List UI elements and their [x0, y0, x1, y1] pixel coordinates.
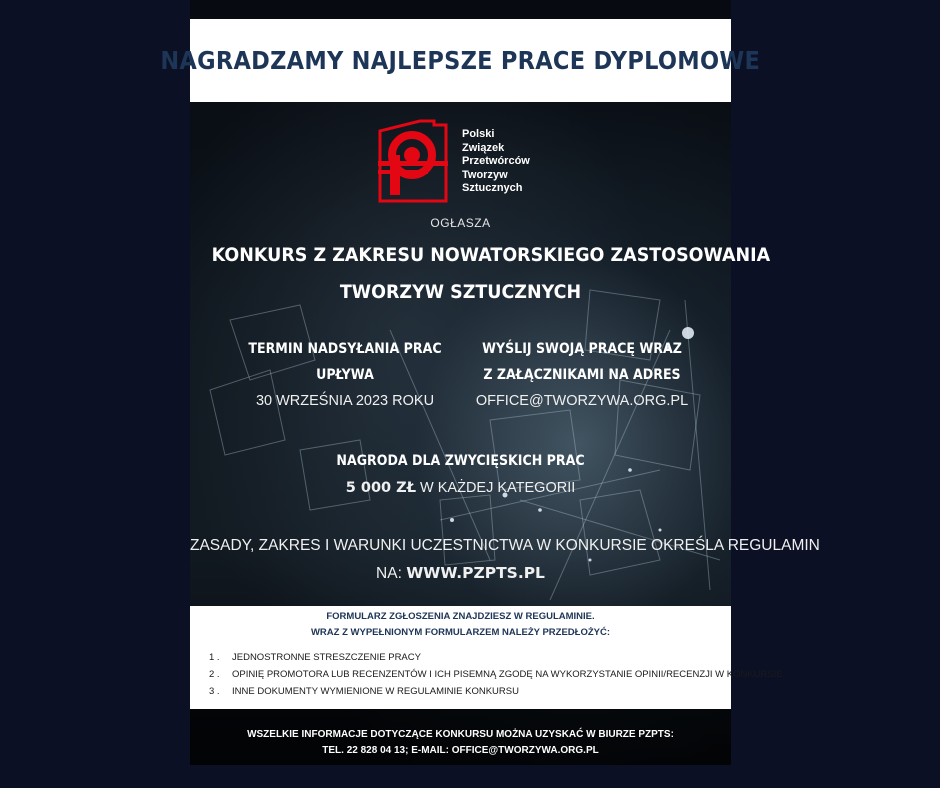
- deadline-line-2: UPŁYWA: [316, 367, 374, 383]
- logo-line: Polski: [462, 128, 495, 140]
- list-item-text: JEDNOSTRONNE STRESZCZENIE PRACY: [232, 652, 421, 663]
- prize-amount: 5 000 ZŁ: [345, 480, 417, 496]
- footer-line-1: WSZELKIE INFORMACJE DOTYCZĄCE KONKURSU MOŻNA UZYSKAĆ W BIURZE PZPTS:: [247, 729, 674, 740]
- logo-line: Tworzyw: [462, 168, 508, 181]
- contest-title-line-1: KONKURS Z ZAKRESU NOWATORSKIEGO ZASTOSOWANIA: [211, 244, 771, 266]
- submission-email: OFFICE@TWORZYWA.ORG.PL: [475, 393, 689, 409]
- deadline-date: 30 WRZEŚNIA 2023 ROKU: [255, 393, 435, 409]
- list-item-text: INNE DOKUMENTY WYMIENIONE W REGULAMINIE KONKURSU: [232, 686, 519, 697]
- logo-line: Sztucznych: [462, 182, 523, 194]
- rules-line-2: [190, 564, 731, 583]
- pzpts-logo-icon: [376, 121, 450, 201]
- prize-category: W KAŻDEJ KATEGORII: [420, 480, 576, 496]
- list-item-number: 3 .: [209, 686, 220, 697]
- form-heading-2: WRAZ Z WYPEŁNIONYM FORMULARZEM NALEŻY PRZEDŁOŻYĆ:: [310, 627, 611, 638]
- rules-prefix: NA:: [376, 565, 402, 582]
- prize-amount-line: [190, 480, 731, 496]
- form-requirements-box: [190, 606, 783, 709]
- announce-label: OGŁASZA: [430, 216, 491, 230]
- list-item: [209, 683, 783, 700]
- deadline-line-1: TERMIN NADSYŁANIA PRAC: [248, 341, 442, 357]
- list-item-text: OPINIĘ PROMOTORA LUB RECENZENTÓW I ICH PISEMNĄ ZGODĘ NA WYKORZYSTANIE OPINII/RECENZJI W KONKURSIE: [232, 669, 783, 680]
- logo-line: Przetwórców: [462, 155, 530, 167]
- poster: [160, 0, 820, 765]
- logo-line: Związek: [462, 141, 505, 154]
- footer-contact: TEL. 22 828 04 13; E-MAIL: OFFICE@TWORZYWA.ORG.PL: [322, 745, 599, 756]
- contest-title-line-2: TWORZYW SZTUCZNYCH: [339, 281, 582, 303]
- form-heading-1: FORMULARZ ZGŁOSZENIA ZNAJDZIESZ W REGULAMINIE.: [326, 611, 595, 622]
- requirements-list: [209, 649, 783, 700]
- submission-line-1: WYŚLIJ SWOJĄ PRACĘ WRAZ: [482, 341, 682, 357]
- title-banner: [160, 19, 761, 102]
- prize-heading: NAGRODA DLA ZWYCIĘSKICH PRAC: [336, 453, 585, 469]
- submission-line-2: Z ZAŁĄCZNIKAMI NA ADRES: [483, 367, 681, 383]
- submission-block: [457, 336, 707, 414]
- list-item-number: 2 .: [209, 669, 220, 680]
- organization-name: [462, 128, 530, 196]
- list-item: [209, 649, 783, 666]
- page-title: NAGRADZAMY NAJLEPSZE PRACE DYPLOMOWE: [160, 46, 761, 75]
- list-item: [209, 666, 783, 683]
- website-link[interactable]: WWW.PZPTS.PL: [406, 564, 545, 582]
- deadline-block: [220, 336, 470, 414]
- rules-line-1: ZASADY, ZAKRES I WARUNKI UCZESTNICTWA W KONKURSIE OKREŚLA REGULAMIN: [190, 537, 820, 554]
- list-item-number: 1 .: [209, 652, 220, 663]
